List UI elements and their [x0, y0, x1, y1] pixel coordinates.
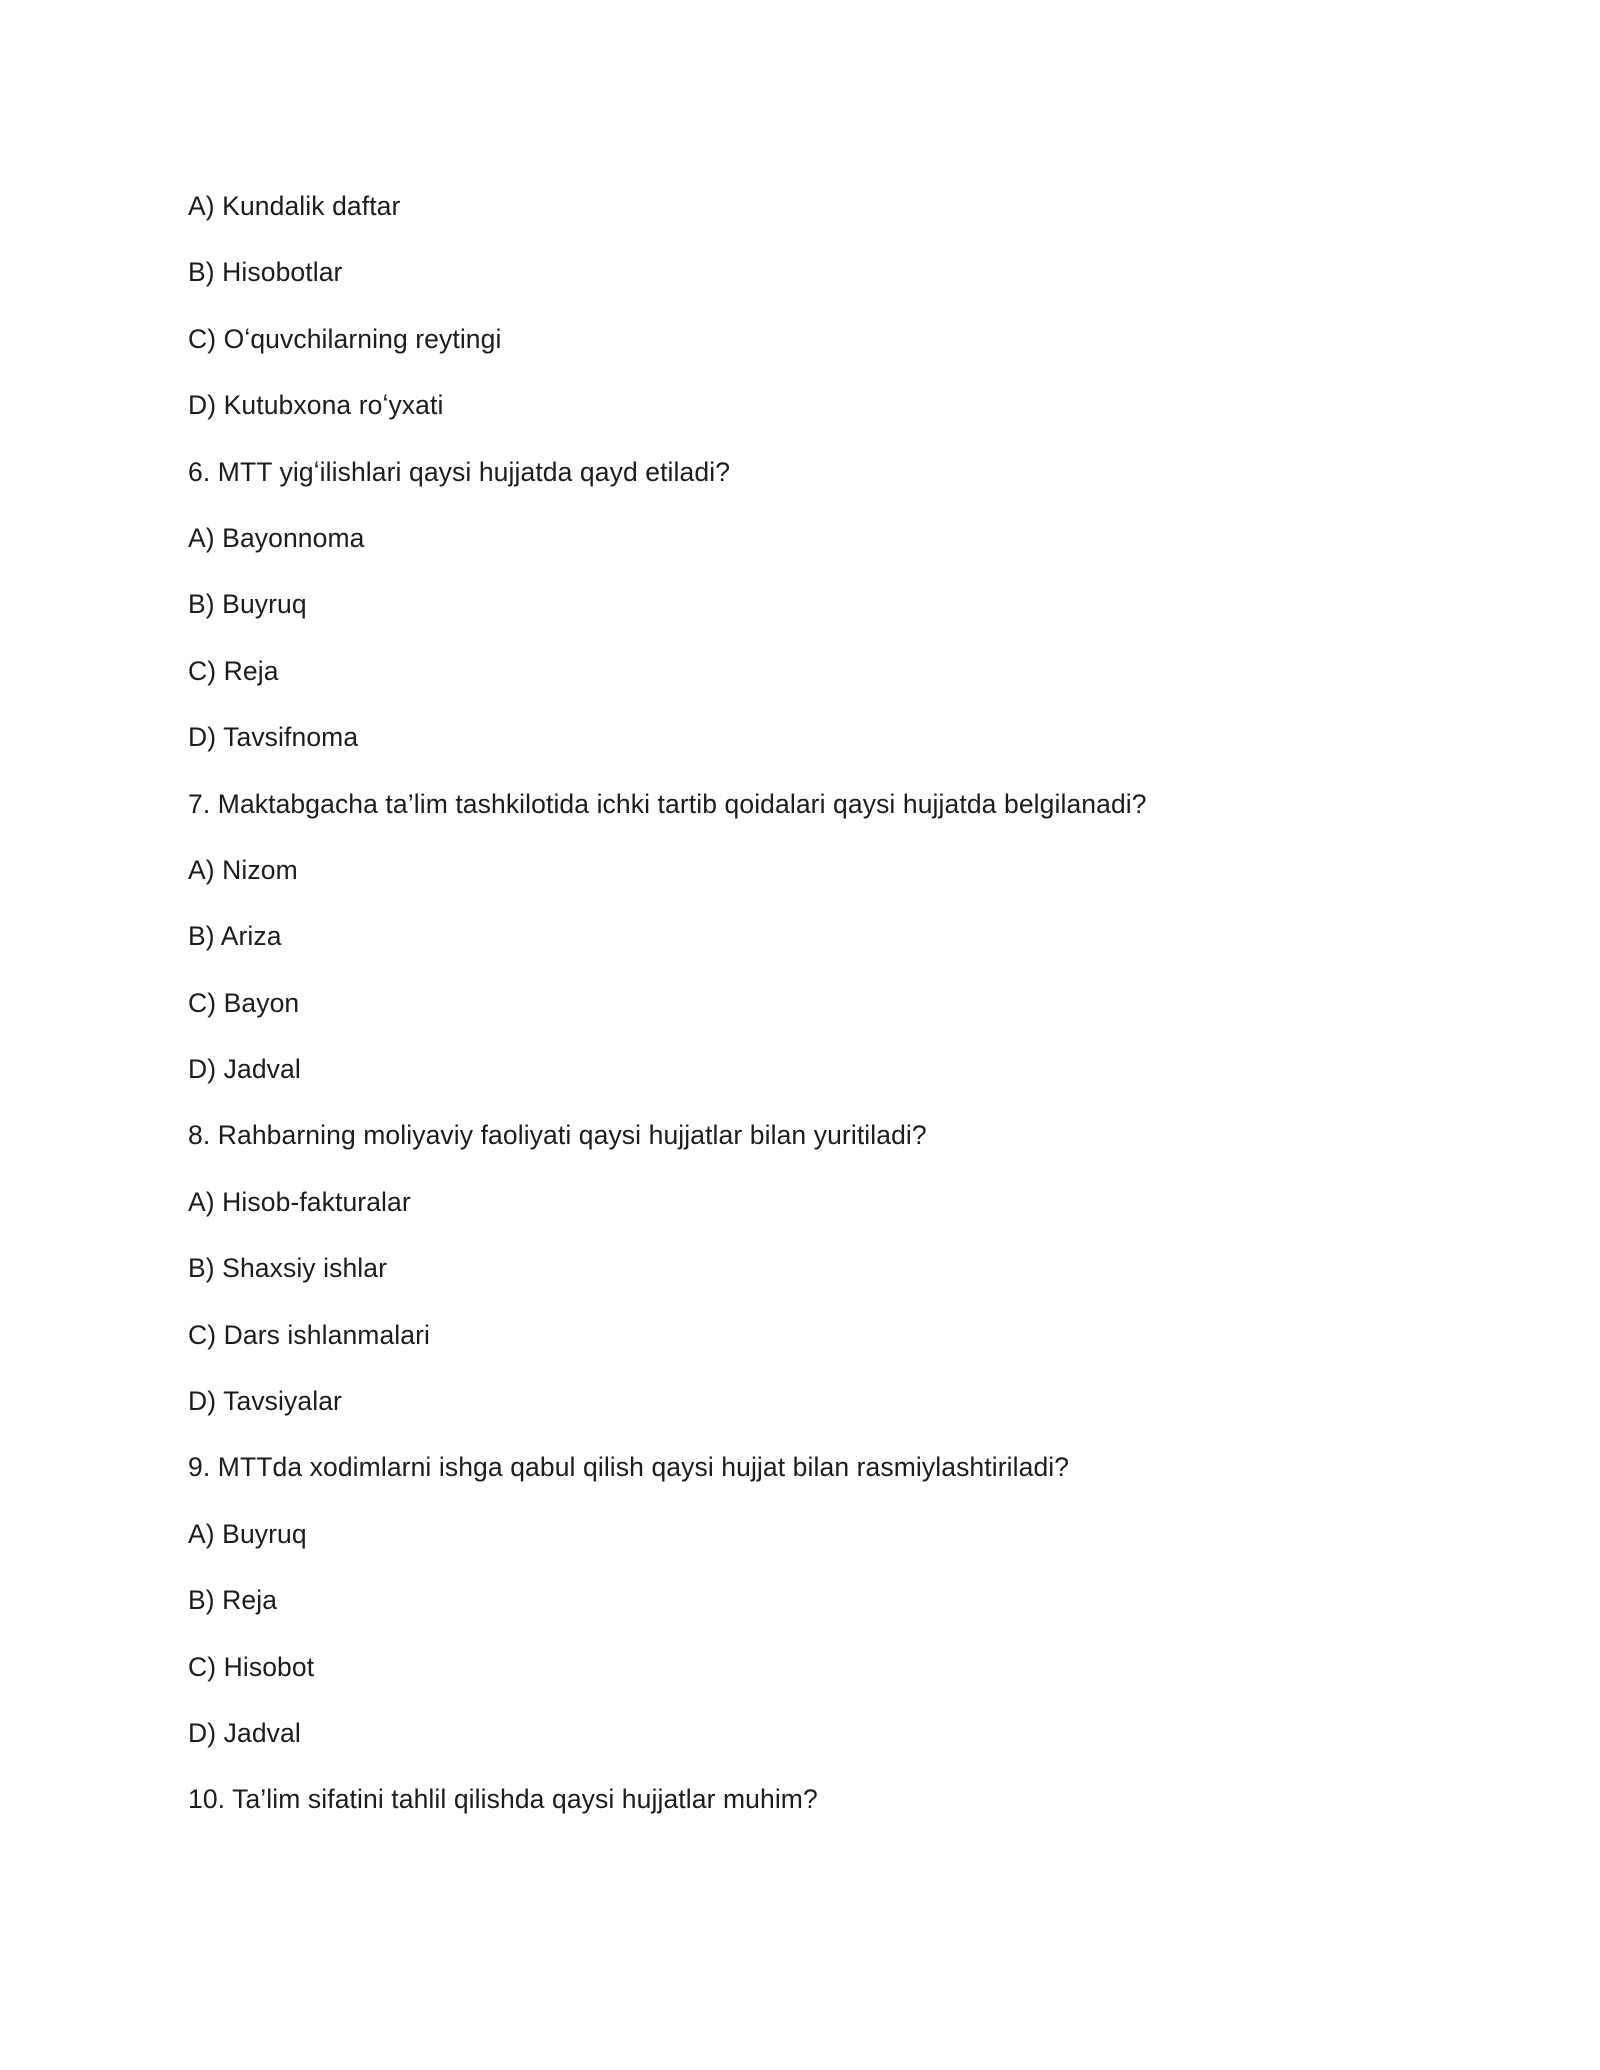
question-6-option-a: A) Bayonnoma	[188, 522, 365, 553]
question-7-option-d: D) Jadval	[188, 1054, 301, 1085]
question-9-option-c: C) Hisobot	[188, 1651, 315, 1682]
question-9: 9. MTTda xodimlarni ishga qabul qilish qaysi hujjat bilan rasmiylashtiriladi?	[188, 1452, 1070, 1483]
document-body	[188, 184, 1438, 1844]
answer-option-c: C) Oʻquvchilarning reytingi	[188, 323, 502, 354]
question-6-option-b: B) Buyruq	[188, 589, 307, 620]
answer-option-a: A) Kundalik daftar	[188, 191, 401, 221]
question-7-option-c: C) Bayon	[188, 987, 300, 1018]
question-8-option-a: A) Hisob-fakturalar	[188, 1186, 411, 1217]
question-6-option-d: D) Tavsifnoma	[188, 722, 359, 753]
question-9-option-b: B) Reja	[188, 1585, 278, 1616]
question-8-option-b: B) Shaxsiy ishlar	[188, 1253, 388, 1284]
question-7: 7. Maktabgacha ta’lim tashkilotida ichki tartib qoidalari qaysi hujjatda belgilanadi?	[188, 788, 1147, 819]
question-9-option-d: D) Jadval	[188, 1717, 301, 1748]
question-7-option-a: A) Nizom	[188, 854, 298, 885]
question-6-option-c: C) Reja	[188, 655, 279, 686]
question-9-option-a: A) Buyruq	[188, 1518, 307, 1549]
question-10: 10. Ta’lim sifatini tahlil qilishda qaysi hujjatlar muhim?	[188, 1784, 818, 1815]
answer-option-d: D) Kutubxona roʻyxati	[188, 390, 444, 421]
question-8-option-c: C) Dars ishlanmalari	[188, 1319, 431, 1350]
question-8: 8. Rahbarning moliyaviy faoliyati qaysi hujjatlar bilan yuritiladi?	[188, 1120, 927, 1151]
question-7-option-b: B) Ariza	[188, 921, 282, 952]
question-6: 6. MTT yigʻilishlari qaysi hujjatda qayd etiladi?	[188, 456, 731, 487]
question-8-option-d: D) Tavsiyalar	[188, 1386, 342, 1417]
answer-option-b: B) Hisobotlar	[188, 257, 343, 288]
